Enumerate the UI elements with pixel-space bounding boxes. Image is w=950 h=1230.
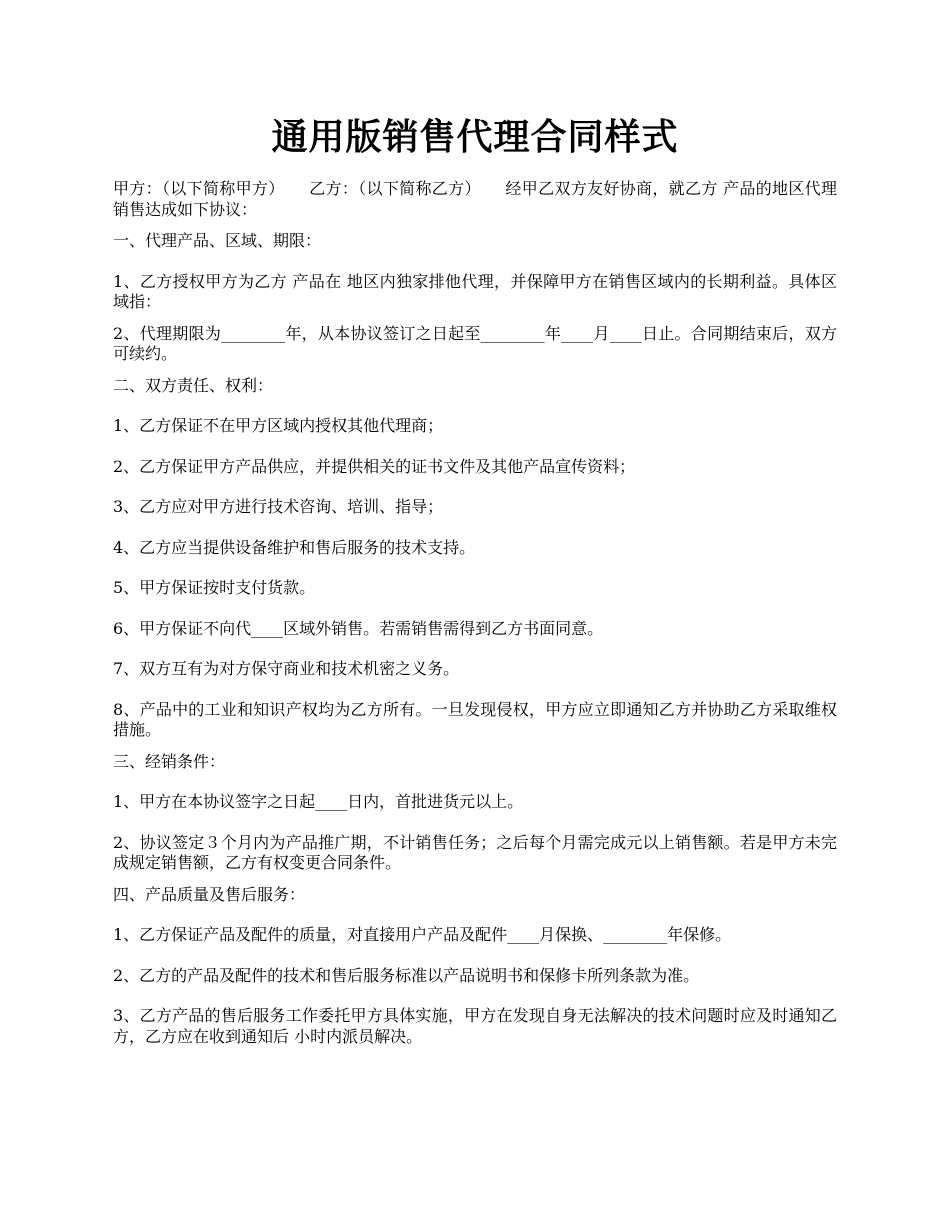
contract-page <box>113 0 837 1058</box>
section-heading-4: 四、产品质量及售后服务： <box>113 884 306 904</box>
paragraph-clause: 8、产品中的工业和知识产权均为乙方所有。一旦发现侵权，甲方应立即通知乙方并协助乙方采取维权措施。 <box>113 699 837 739</box>
document-body <box>113 179 837 1047</box>
paragraph-preamble: 甲方：（以下简称甲方） 乙方：（以下简称乙方） 经甲乙双方友好协商，就乙方 产品的地区代理销售达成如下协议： <box>113 179 837 219</box>
paragraph-clause: 2、乙方保证甲方产品供应，并提供相关的证书文件及其他产品宣传资料； <box>113 456 636 476</box>
section-heading-3: 三、经销条件： <box>113 751 226 771</box>
paragraph-clause: 3、乙方应对甲方进行技术咨询、培训、指导； <box>113 497 444 516</box>
paragraph-clause: 1、甲方在本协议签字之日起____日内，首批进货元以上。 <box>113 792 524 811</box>
paragraph-clause: 4、乙方应当提供设备维护和售后服务的技术支持。 <box>113 537 476 557</box>
document-title: 通用版销售代理合同样式 <box>271 116 679 158</box>
paragraph-clause: 2、协议签定３个月内为产品推广期，不计销售任务；之后每个月需完成元以上销售额。若是甲方未完成规定销售额，乙方有权变更合同条件。 <box>113 832 837 872</box>
paragraph-clause: 1、乙方授权甲方为乙方 产品在 地区内独家排他代理，并保障甲方在销售区域内的长期利益。具体区域指： <box>113 271 837 311</box>
paragraph-clause: 5、甲方保证按时支付货款。 <box>113 578 316 597</box>
paragraph-clause: 6、甲方保证不向代____区域外销售。若需销售需得到乙方书面同意。 <box>113 618 604 638</box>
paragraph-clause: 7、双方互有为对方保守商业和技术机密之义务。 <box>113 659 460 678</box>
paragraph-clause: 3、乙方产品的售后服务工作委托甲方具体实施，甲方在发现自身无法解决的技术问题时应及时通知乙方，乙方应在收到通知后 小时内派员解决。 <box>113 1006 837 1046</box>
paragraph-clause: 1、乙方保证产品及配件的质量，对直接用户产品及配件____月保换、________年保修。 <box>113 925 732 944</box>
paragraph-clause: 1、乙方保证不在甲方区域内授权其他代理商； <box>113 416 444 435</box>
paragraph-clause: 2、代理期限为________年，从本协议签订之日起至________年____月____日止。合同期结束后，双方可续约。 <box>113 323 837 363</box>
paragraph-clause: 2、乙方的产品及配件的技术和售后服务标准以产品说明书和保修卡所列条款为准。 <box>113 965 700 985</box>
section-heading-2: 二、双方责任、权利： <box>113 375 274 395</box>
section-heading-1: 一、代理产品、区域、期限： <box>113 231 322 250</box>
